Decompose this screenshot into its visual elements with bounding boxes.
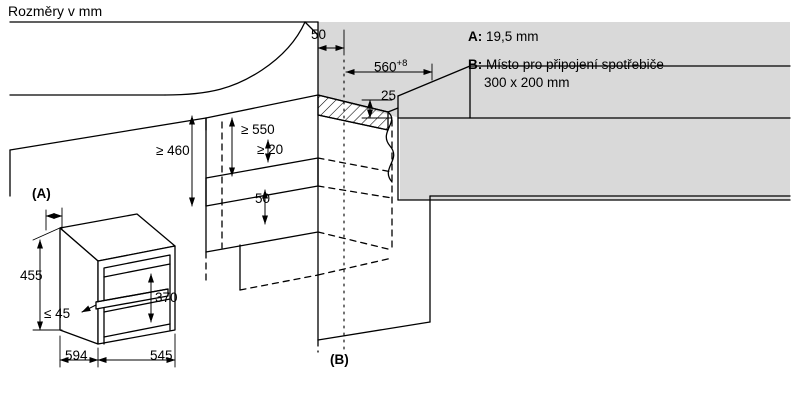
dimension-appliance-height: 455 xyxy=(20,268,43,283)
legend-key-b: B: xyxy=(468,57,483,72)
page-title: Rozměry v mm xyxy=(8,3,103,19)
dimension-shelf-offset: 50 xyxy=(255,191,271,206)
dimension-niche-depth-min: ≥ 460 xyxy=(156,143,190,158)
callout-b: (B) xyxy=(330,352,349,367)
dimension-appliance-width: 594 xyxy=(65,348,88,363)
legend-text-b: Místo pro připojení spotřebiče xyxy=(486,57,664,72)
dimension-top-gap: 50 xyxy=(311,27,327,42)
dimension-niche-width: $560^{+8}$ xyxy=(374,58,408,75)
dimension-niche-height-min: ≥ 550 xyxy=(241,122,275,137)
dimension-rear-gap-min: ≥ 20 xyxy=(257,142,284,157)
legend-text-b-line2: 300 x 200 mm xyxy=(484,75,570,91)
dimension-door-gap-max: ≤ 45 xyxy=(44,306,71,321)
dimension-appliance-depth: 545 xyxy=(150,348,173,363)
legend-text-a: 19,5 mm xyxy=(486,29,539,44)
legend-key-a: A: xyxy=(468,29,483,44)
callout-a: (A) xyxy=(32,186,51,201)
dimension-appliance-inner-height: 370 xyxy=(155,290,178,305)
legend-item-a xyxy=(468,28,539,46)
legend-item-b xyxy=(468,56,664,92)
dimension-front-depth: 25 xyxy=(381,88,397,103)
